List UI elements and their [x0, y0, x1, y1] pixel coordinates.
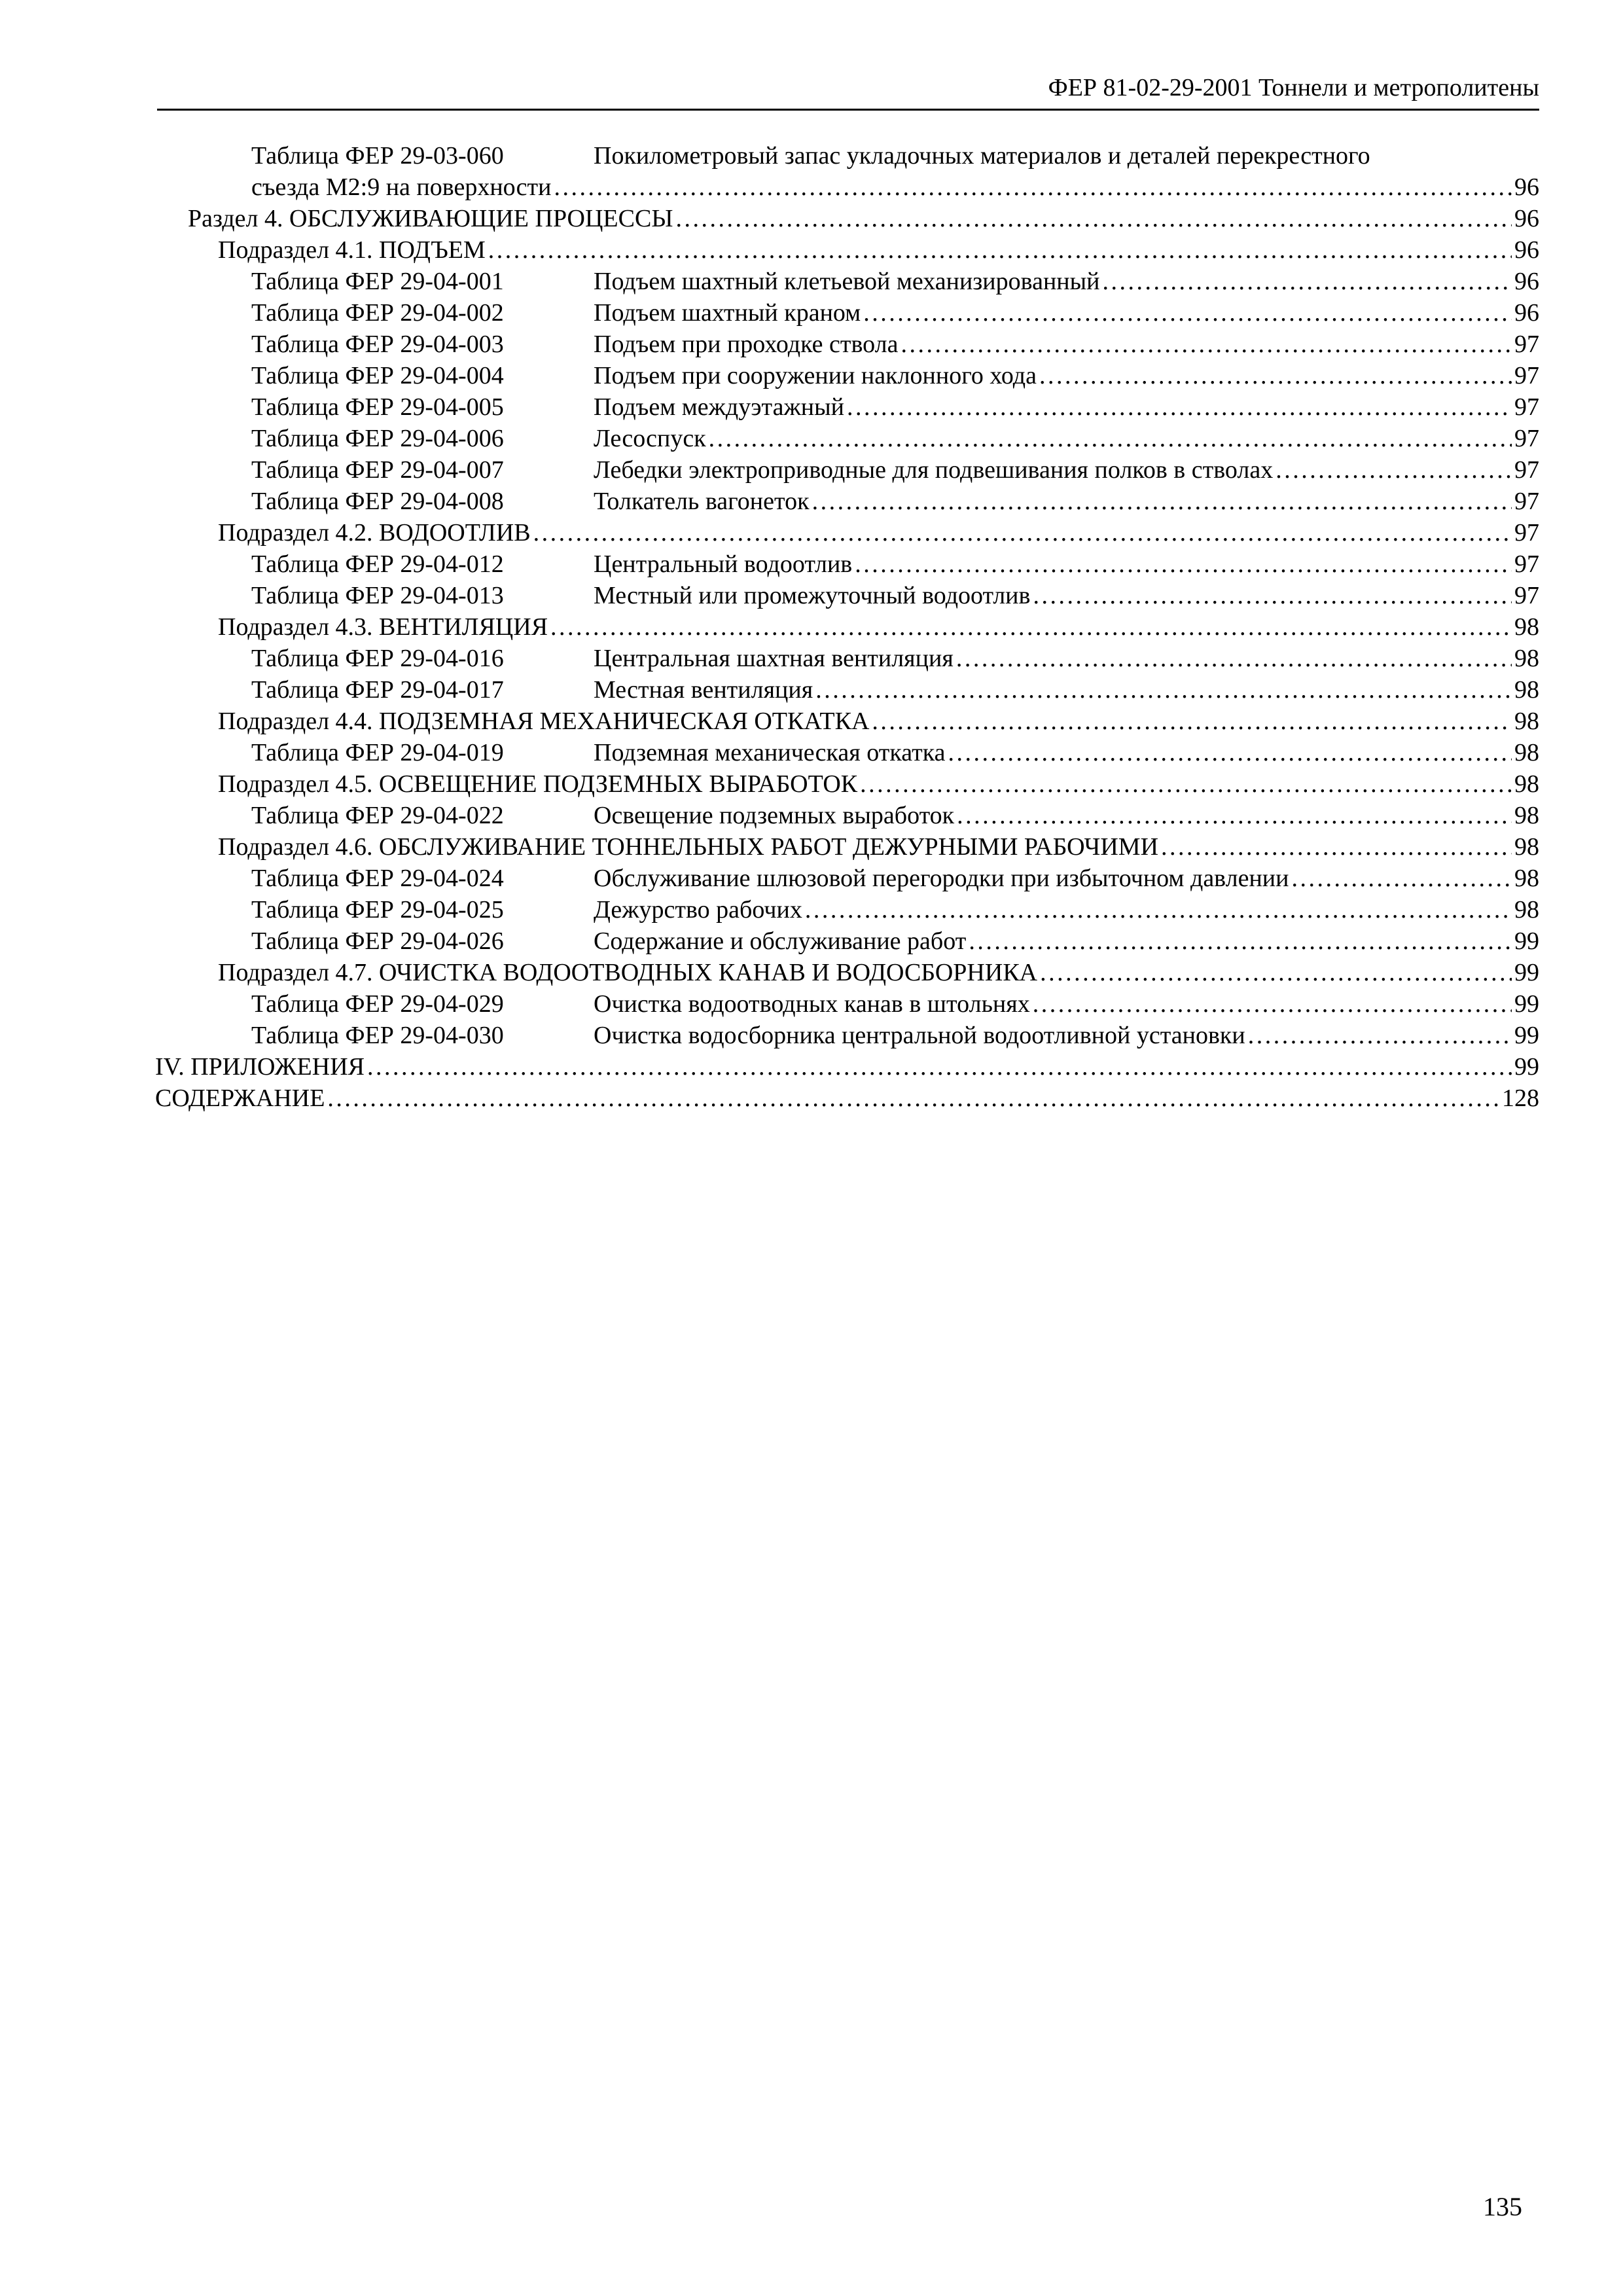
dot-leader [1248, 1020, 1512, 1051]
toc-title: Толкатель вагонеток [594, 488, 810, 515]
dot-leader [863, 297, 1512, 329]
dot-leader [956, 643, 1512, 674]
toc-title: Обслуживание шлюзовой перегородки при избыточном давлении [594, 865, 1289, 892]
dot-leader [533, 517, 1512, 548]
toc-page-number: 97 [1514, 362, 1539, 389]
toc-page-number: 98 [1514, 802, 1539, 829]
toc-title: Подземная механическая откатка [594, 739, 946, 766]
dot-leader [1161, 831, 1512, 863]
toc-title: Лебедки электроприводные для подвешивания полков в стволах [594, 456, 1274, 484]
toc-title: Содержание и обслуживание работ [594, 927, 967, 955]
dot-leader [812, 486, 1512, 517]
toc-page-number: 96 [1514, 173, 1539, 201]
toc-code: Таблица ФЕР 29-04-016 [251, 645, 504, 672]
toc-entry[interactable] [0, 391, 1623, 423]
toc-entry[interactable] [0, 548, 1623, 580]
toc-entry[interactable] [0, 266, 1623, 297]
toc-entry[interactable] [0, 329, 1623, 360]
toc-entry[interactable] [0, 737, 1623, 768]
toc-code: Таблица ФЕР 29-04-007 [251, 456, 504, 484]
toc-entry[interactable] [0, 894, 1623, 925]
toc-page-number: 99 [1514, 990, 1539, 1018]
dot-leader [709, 423, 1512, 454]
dot-leader [957, 800, 1512, 831]
dot-leader [860, 768, 1512, 800]
toc-subsection-entry[interactable] [0, 768, 1623, 800]
toc-code: Таблица ФЕР 29-04-029 [251, 990, 504, 1018]
toc-title: Центральная шахтная вентиляция [594, 645, 954, 672]
toc-title: СОДЕРЖАНИЕ [155, 1085, 325, 1112]
toc-title: IV. ПРИЛОЖЕНИЯ [155, 1053, 365, 1081]
toc-title: Подраздел 4.7. ОЧИСТКА ВОДООТВОДНЫХ КАНАВ И ВОДОСБОРНИКА [218, 959, 1038, 986]
toc-entry[interactable] [0, 988, 1623, 1020]
toc-page-number: 97 [1514, 425, 1539, 452]
dot-leader [805, 894, 1512, 925]
toc-title: Подъем шахтный клетьевой механизированный [594, 268, 1100, 295]
toc-title: Очистка водосборника центральной водоотливной установки [594, 1022, 1245, 1049]
toc-title: Очистка водоотводных канав в штольнях [594, 990, 1030, 1018]
toc-subsection-entry[interactable] [0, 706, 1623, 737]
dot-leader [815, 674, 1512, 706]
toc-subsection-entry[interactable] [0, 611, 1623, 643]
toc-entry[interactable] [0, 140, 1623, 171]
toc-code: Таблица ФЕР 29-04-017 [251, 676, 504, 704]
toc-entry[interactable] [0, 171, 1623, 203]
toc-code: Таблица ФЕР 29-04-025 [251, 896, 504, 924]
toc-code: Таблица ФЕР 29-04-005 [251, 393, 504, 421]
toc-code: Таблица ФЕР 29-04-001 [251, 268, 504, 295]
toc-title: Покилометровый запас укладочных материалов и деталей перекрестного [594, 142, 1370, 170]
toc-subsection-entry[interactable] [0, 957, 1623, 988]
toc-page-number: 99 [1514, 959, 1539, 986]
toc-title: Подраздел 4.1. ПОДЪЕМ [218, 236, 486, 264]
toc-entry[interactable] [0, 800, 1623, 831]
toc-page-number: 99 [1514, 927, 1539, 955]
dot-leader [1040, 957, 1512, 988]
toc-title: Подъем шахтный краном [594, 299, 861, 327]
toc-page-number: 96 [1514, 236, 1539, 264]
toc-subsection-entry[interactable] [0, 234, 1623, 266]
toc-page-number: 98 [1514, 896, 1539, 924]
toc-page-number: 97 [1514, 519, 1539, 547]
toc-title: Раздел 4. ОБСЛУЖИВАЮЩИЕ ПРОЦЕССЫ [188, 205, 673, 232]
toc-page-number: 97 [1514, 550, 1539, 578]
dot-leader [948, 737, 1512, 768]
toc-page-number: 98 [1514, 739, 1539, 766]
toc-page-number: 96 [1514, 268, 1539, 295]
toc-page-number: 97 [1514, 582, 1539, 609]
toc-title: Лесоспуск [594, 425, 706, 452]
toc-code: Таблица ФЕР 29-04-024 [251, 865, 504, 892]
toc-title: Подраздел 4.4. ПОДЗЕМНАЯ МЕХАНИЧЕСКАЯ ОТКАТКА [218, 708, 870, 735]
toc-title: Освещение подземных выработок [594, 802, 955, 829]
toc-page-number: 99 [1514, 1022, 1539, 1049]
toc-title: Центральный водоотлив [594, 550, 853, 578]
toc-code: Таблица ФЕР 29-04-019 [251, 739, 504, 766]
toc-page-number: 98 [1514, 613, 1539, 641]
toc-page-number: 97 [1514, 456, 1539, 484]
toc-title: Подъем при проходке ствола [594, 331, 899, 358]
toc-entry[interactable] [0, 925, 1623, 957]
toc-subsection-entry[interactable] [0, 831, 1623, 863]
dot-leader [855, 548, 1512, 580]
toc-page-number: 96 [1514, 205, 1539, 232]
toc-page-number: 98 [1514, 676, 1539, 704]
toc-title: Подраздел 4.3. ВЕНТИЛЯЦИЯ [218, 613, 548, 641]
dot-leader [1033, 988, 1512, 1020]
toc-code: Таблица ФЕР 29-04-006 [251, 425, 504, 452]
toc-page-number: 98 [1514, 770, 1539, 798]
toc-toplevel-entry[interactable] [0, 1051, 1623, 1083]
dot-leader [1033, 580, 1512, 611]
toc-entry[interactable] [0, 486, 1623, 517]
running-header [157, 72, 1539, 111]
dot-leader [847, 391, 1512, 423]
toc-page-number: 97 [1514, 331, 1539, 358]
dot-leader [872, 706, 1512, 737]
dot-leader [1291, 863, 1512, 894]
toc-toplevel-entry[interactable] [0, 1083, 1623, 1114]
toc-entry[interactable] [0, 674, 1623, 706]
toc-code: Таблица ФЕР 29-03-060 [251, 142, 504, 170]
dot-leader [550, 611, 1512, 643]
toc-code: Таблица ФЕР 29-04-004 [251, 362, 504, 389]
toc-title: Подраздел 4.5. ОСВЕЩЕНИЕ ПОДЗЕМНЫХ ВЫРАБОТОК [218, 770, 858, 798]
toc-entry[interactable] [0, 360, 1623, 391]
toc-code: Таблица ФЕР 29-04-026 [251, 927, 504, 955]
toc-page-number: 99 [1514, 1053, 1539, 1081]
dot-leader [675, 203, 1512, 234]
toc-code: Таблица ФЕР 29-04-022 [251, 802, 504, 829]
dot-leader [367, 1051, 1512, 1083]
toc-subsection-entry[interactable] [0, 517, 1623, 548]
header-title: ФЕР 81-02-29-2001 Тоннели и метрополитены [1048, 74, 1539, 101]
toc-title: Дежурство рабочих [594, 896, 802, 924]
dot-leader [488, 234, 1512, 266]
toc-title: Местная вентиляция [594, 676, 813, 704]
toc-entry[interactable] [0, 1020, 1623, 1051]
dot-leader [327, 1083, 1499, 1114]
dot-leader [969, 925, 1512, 957]
dot-leader [554, 171, 1512, 203]
toc-entry[interactable] [0, 580, 1623, 611]
toc-page-number: 96 [1514, 299, 1539, 327]
toc-section-entry[interactable] [0, 203, 1623, 234]
dot-leader [901, 329, 1512, 360]
toc-code: Таблица ФЕР 29-04-030 [251, 1022, 504, 1049]
toc-code: Таблица ФЕР 29-04-003 [251, 331, 504, 358]
toc-title: Местный или промежуточный водоотлив [594, 582, 1031, 609]
dot-leader [1275, 454, 1512, 486]
toc-page-number: 97 [1514, 393, 1539, 421]
toc-entry[interactable] [0, 863, 1623, 894]
toc-entry[interactable] [0, 423, 1623, 454]
toc-code: Таблица ФЕР 29-04-002 [251, 299, 504, 327]
toc-title: съезда М2:9 на поверхности [251, 173, 552, 201]
toc-title: Подъем междуэтажный [594, 393, 844, 421]
toc-title: Подъем при сооружении наклонного хода [594, 362, 1037, 389]
page-number: 135 [1483, 2192, 1522, 2221]
toc-title: Подраздел 4.6. ОБСЛУЖИВАНИЕ ТОННЕЛЬНЫХ РАБОТ ДЕЖУРНЫМИ РАБОЧИМИ [218, 833, 1159, 861]
toc-code: Таблица ФЕР 29-04-012 [251, 550, 504, 578]
toc-code: Таблица ФЕР 29-04-008 [251, 488, 504, 515]
dot-leader [1103, 266, 1512, 297]
dot-leader [1039, 360, 1512, 391]
toc-page-number: 98 [1514, 833, 1539, 861]
toc-page-number: 128 [1502, 1085, 1539, 1112]
toc-code: Таблица ФЕР 29-04-013 [251, 582, 504, 609]
toc-entry[interactable] [0, 297, 1623, 329]
toc-entry[interactable] [0, 643, 1623, 674]
toc-page-number: 98 [1514, 708, 1539, 735]
toc-page-number: 98 [1514, 865, 1539, 892]
toc-entry[interactable] [0, 454, 1623, 486]
toc-title: Подраздел 4.2. ВОДООТЛИВ [218, 519, 531, 547]
toc-page-number: 97 [1514, 488, 1539, 515]
toc-page-number: 98 [1514, 645, 1539, 672]
